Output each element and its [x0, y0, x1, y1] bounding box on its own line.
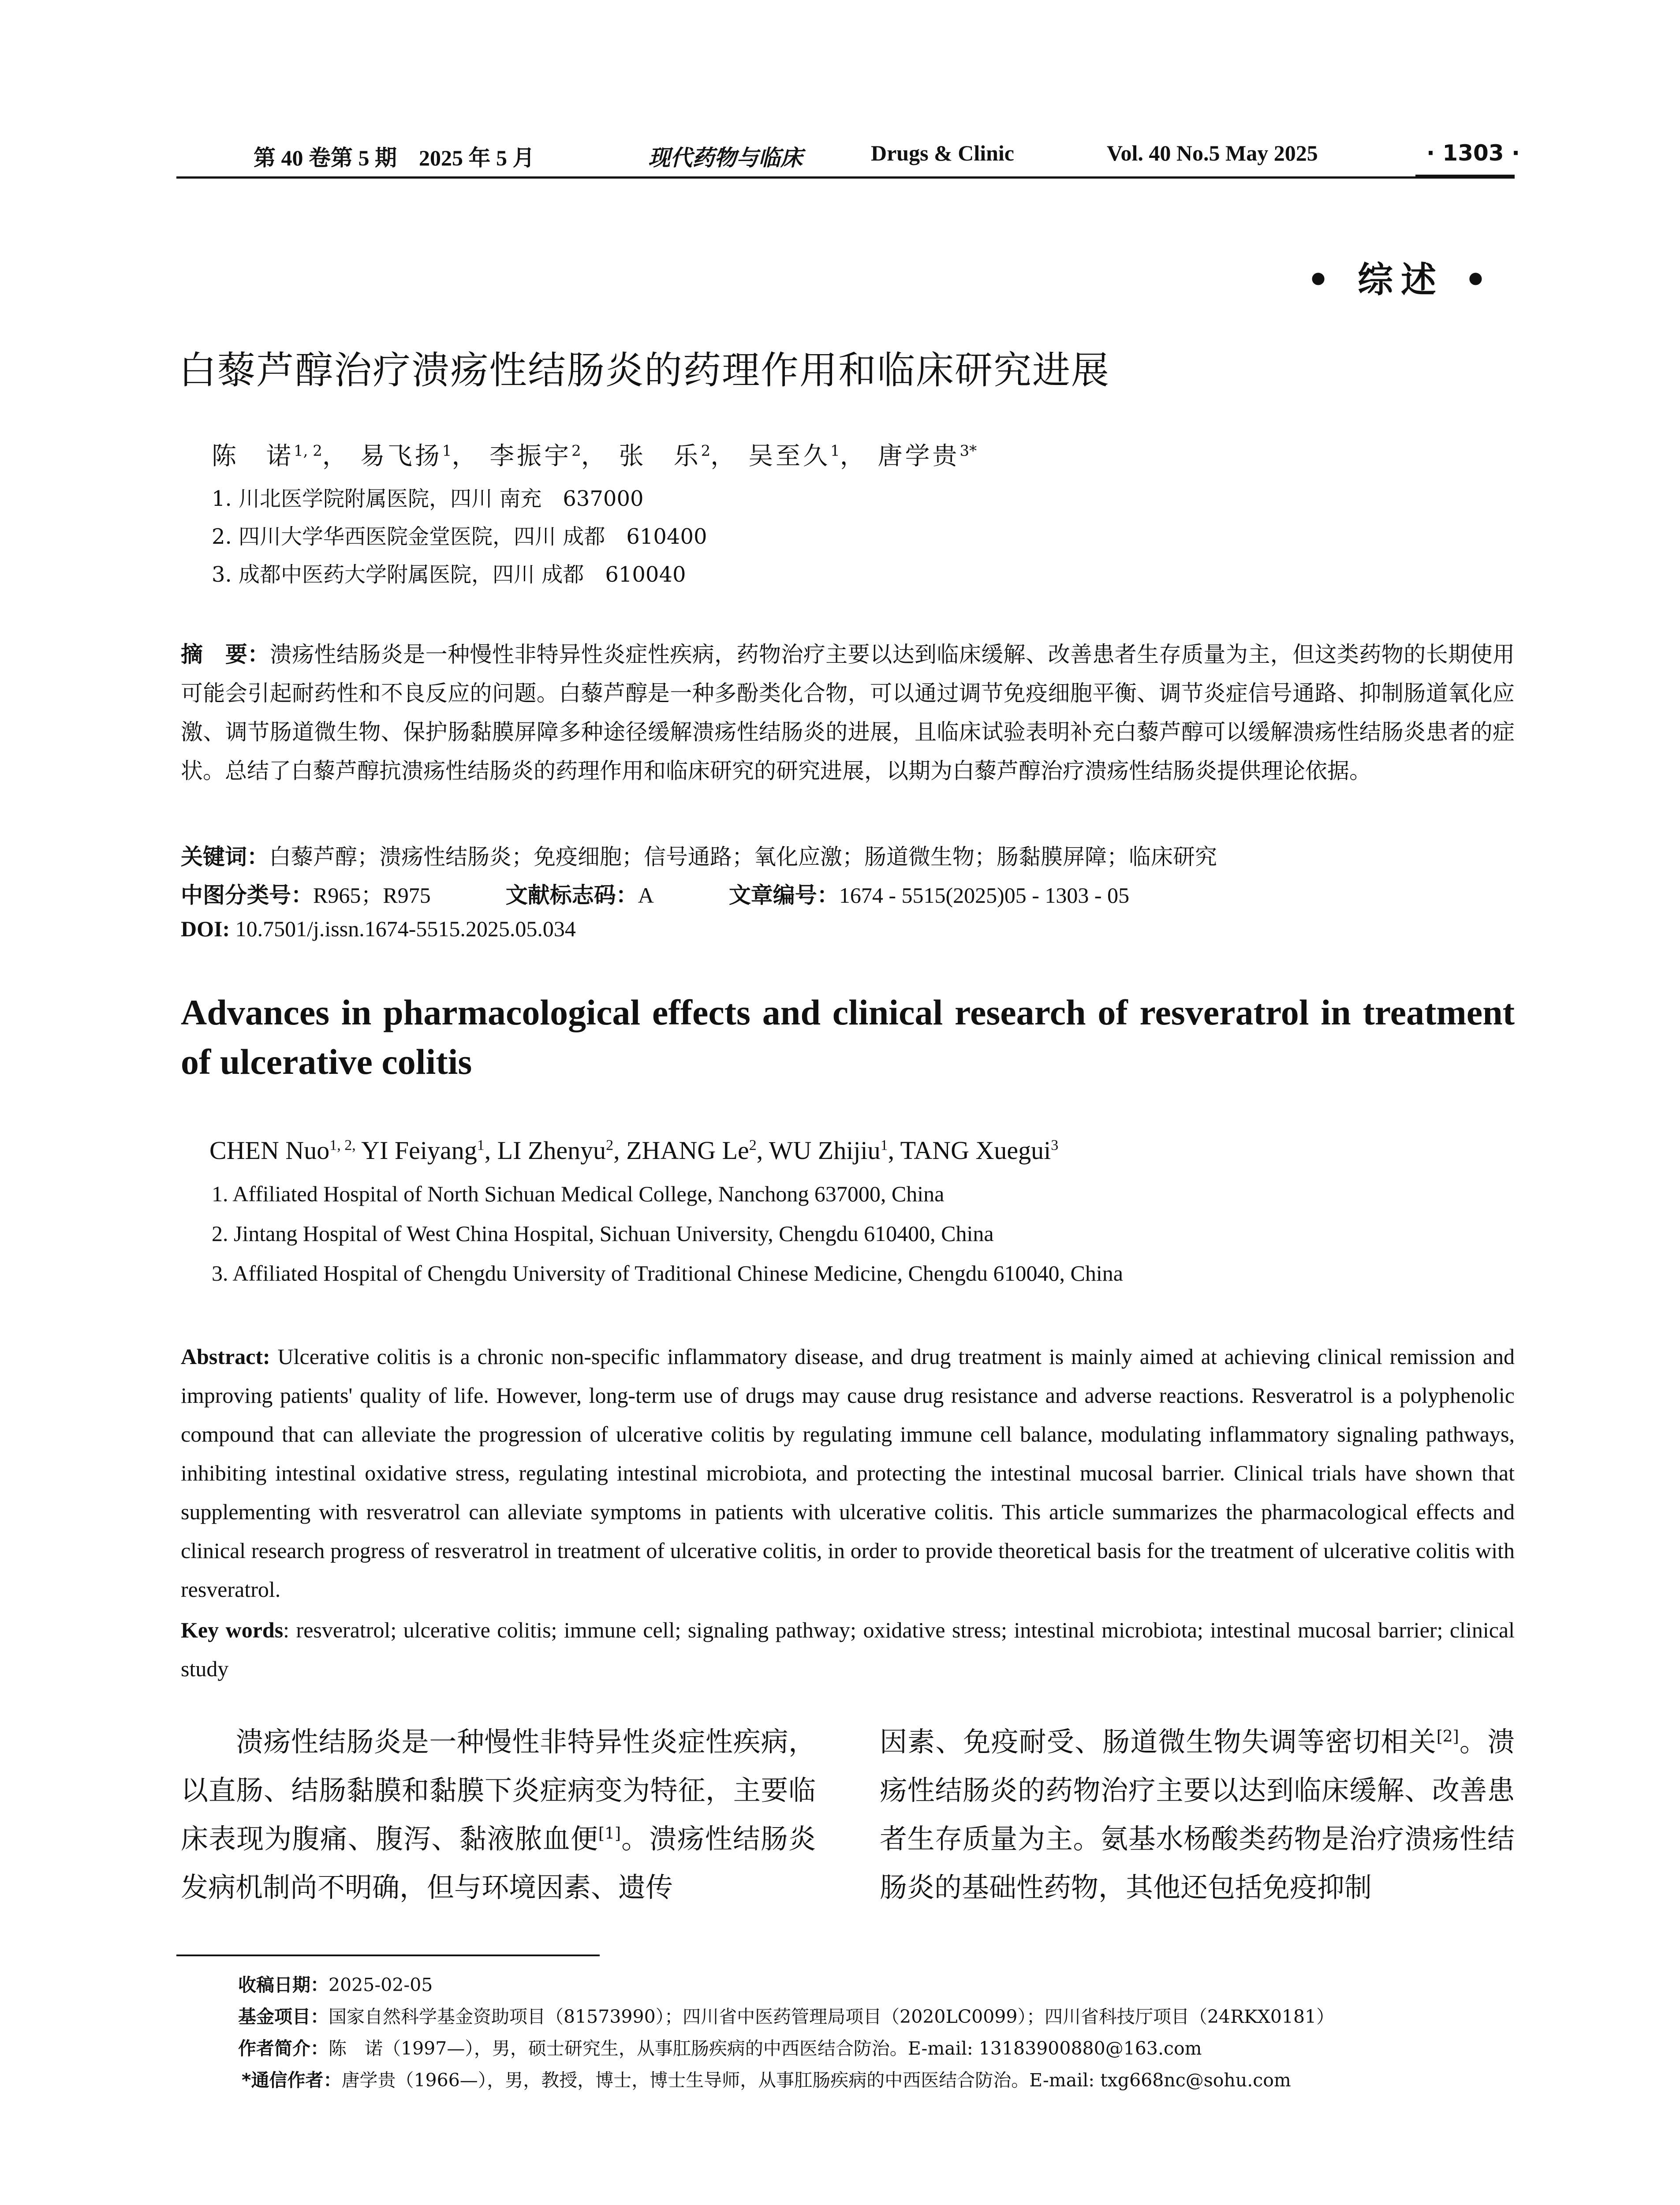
author-en-1-aff: 1, 2,	[329, 1137, 356, 1154]
author-sep	[356, 1136, 361, 1165]
author-cn-4-aff: 2	[701, 442, 711, 460]
footnote-received-label: 收稿日期：	[238, 1974, 329, 1996]
author-en-2-aff: 1	[477, 1137, 485, 1154]
author-cn-5-aff: 1	[830, 442, 840, 460]
author-sep: ，	[581, 442, 609, 471]
author-en-4: ZHANG Le	[626, 1136, 749, 1165]
keywords-en	[181, 1611, 1515, 1688]
affiliation-cn-1: 1. 川北医学院附属医院，四川 南充 637000	[212, 486, 644, 511]
footnote-author-bio-label: 作者简介：	[238, 2038, 329, 2059]
citation-1[interactable]: [1]	[598, 1824, 621, 1843]
footnote-corresponding	[242, 2066, 1291, 2092]
affiliation-cn-2: 2. 四川大学华西医院金堂医院，四川 成都 610400	[212, 524, 707, 549]
footnote-corresponding-label: *通信作者：	[242, 2070, 342, 2091]
author-en-6-aff: 3	[1051, 1137, 1059, 1154]
author-sep: ，	[710, 442, 738, 471]
author-sep: ，	[452, 442, 479, 471]
article-number-value: 1674 - 5515(2025)05 - 1303 - 05	[839, 883, 1130, 908]
doc-code-value: A	[638, 883, 654, 908]
author-en-2: YI Feiyang	[361, 1136, 477, 1165]
author-cn-5: 吴至久	[748, 442, 831, 471]
author-en-1: CHEN Nuo	[209, 1136, 330, 1165]
body-left-text-b: 。溃疡性结肠炎发病机制尚不明确，但与环境因素、遗传	[181, 1823, 816, 1903]
doi-value[interactable]: 10.7501/j.issn.1674-5515.2025.05.034	[230, 916, 576, 941]
header-page-number: · 1303 ·	[1426, 140, 1520, 166]
author-sep: ,	[888, 1136, 900, 1165]
footnote-received-text: 2025-02-05	[329, 1974, 433, 1996]
abstract-en	[181, 1337, 1515, 1609]
author-sep: ，	[322, 442, 350, 471]
keywords-cn-label: 关键词：	[181, 844, 269, 870]
abstract-cn-label: 摘 要：	[181, 642, 270, 667]
authors-en	[209, 1136, 1058, 1165]
column-label: • 综述 •	[1307, 259, 1495, 300]
body-left-text-a: 溃疡性结肠炎是一种慢性非特异性炎症性疾病，以直肠、结肠黏膜和黏膜下炎症病变为特征，主要临床表现为腹痛、腹泻、黏液脓血便	[181, 1726, 816, 1855]
header-issue-cn: 第 40 卷第 5 期 2025 年 5 月	[254, 146, 535, 170]
body-column-left	[181, 1718, 816, 1912]
author-cn-6-aff: 3*	[959, 442, 977, 460]
footnote-funding-label: 基金项目：	[238, 2006, 329, 2027]
author-en-3: LI Zhenyu	[497, 1136, 606, 1165]
keywords-en-label: Key words	[181, 1618, 284, 1642]
abstract-en-label: Abstract:	[181, 1344, 270, 1369]
doc-code-label: 文献标志码：	[505, 882, 638, 908]
footnote-funding-text: 国家自然科学基金资助项目（81573990）；四川省中医药管理局项目（2020LC0099）；四川省科技厅项目（24RKX0181）	[329, 2006, 1335, 2027]
author-sep: ,	[484, 1136, 497, 1165]
affiliation-cn-3: 3. 成都中医药大学附属医院，四川 成都 610040	[212, 562, 686, 587]
doi-label: DOI:	[181, 916, 230, 941]
author-sep: ,	[613, 1136, 627, 1165]
affiliation-en-2: 2. Jintang Hospital of West China Hospital, Sichuan University, Chengdu 610400, China	[212, 1221, 994, 1246]
clc-label: 中图分类号：	[181, 882, 313, 908]
header-issue-en: Vol. 40 No.5 May 2025	[1107, 141, 1318, 165]
footnote-rule	[176, 1955, 600, 1956]
header-journal-en: Drugs & Clinic	[871, 141, 1014, 165]
affiliation-en-1: 1. Affiliated Hospital of North Sichuan Medical College, Nanchong 637000, China	[212, 1181, 945, 1206]
author-cn-2-aff: 1	[442, 442, 452, 460]
author-sep: ，	[840, 442, 867, 471]
author-en-4-aff: 2	[749, 1137, 757, 1154]
author-cn-1: 陈 诺	[212, 442, 294, 471]
body-right-text-a: 因素、免疫耐受、肠道微生物失调等密切相关	[880, 1726, 1437, 1758]
author-cn-2: 易飞扬	[360, 442, 442, 471]
author-cn-3: 李振宇	[489, 442, 572, 471]
clc-value: R965；R975	[313, 883, 431, 908]
header-rule	[176, 176, 1515, 179]
author-cn-6: 唐学贵	[877, 442, 960, 471]
article-number-label: 文章编号：	[728, 882, 839, 908]
abstract-cn	[181, 635, 1515, 790]
footnote-author-bio-text: 陈 诺（1997—），男，硕士研究生，从事肛肠疾病的中西医结合防治。E-mail: 13183900880@163.com	[329, 2038, 1202, 2059]
authors-cn	[212, 437, 977, 472]
classification-line	[181, 878, 1129, 909]
author-sep: ,	[756, 1136, 769, 1165]
abstract-cn-text: 溃疡性结肠炎是一种慢性非特异性炎症性疾病，药物治疗主要以达到临床缓解、改善患者生存质量为主，但这类药物的长期使用可能会引起耐药性和不良反应的问题。白藜芦醇是一种多酚类化合物，可以通过调节免疫细胞平衡、调节炎症信号通路、抑制肠道氧化应激、调节肠道微生物、保护肠黏膜屏障多种途径缓解溃疡性结肠炎的进展，且临床试验表明补充白藜芦醇可以缓解溃疡性结肠炎患者的症状。总结了白藜芦醇抗溃疡性结肠炎的药理作用和临床研究的研究进展，以期为白藜芦醇治疗溃疡性结肠炎提供理论依据。	[181, 642, 1515, 784]
header-journal-cn: 现代药物与临床	[648, 146, 803, 170]
title-en: Advances in pharmacological effects and clinical research of resveratrol in treatment of ulcerative colitis	[181, 992, 1515, 1082]
body-right-text-b: 。溃疡性结肠炎的药物治疗主要以达到临床缓解、改善患者生存质量为主。氨基水杨酸类药物是治疗溃疡性结肠炎的基础性药物，其他还包括免疫抑制	[880, 1726, 1515, 1903]
author-en-5-aff: 1	[880, 1137, 888, 1154]
abstract-en-text: Ulcerative colitis is a chronic non-specific inflammatory disease, and drug treatment is mainly aimed at achieving clinical remission and improving patients' quality of life. However, long-term use of drugs may cause drug resistance and adverse reactions. Resveratrol is a polyphenolic compound that can alleviate the progression of ulcerative colitis by regulating immune cell balance, modulating inflammatory signaling pathways, inhibiting intestinal oxidative stress, regulating intestinal microbiota, and protecting the intestinal mucosal barrier. Clinical trials have shown that supplementing with resveratrol can alleviate symptoms in patients with ulcerative colitis. This article summarizes the pharmacological effects and clinical research progress of resveratrol in treatment of ulcerative colitis, in order to provide theoretical basis for the treatment of ulcerative colitis with resveratrol.	[181, 1344, 1515, 1602]
keywords-en-text: : resveratrol; ulcerative colitis; immune cell; signaling pathway; oxidative stress; intestinal microbiota; intestinal mucosal barrier; clinical study	[181, 1618, 1515, 1681]
footnote-corresponding-text: 唐学贵（1966—），男，教授，博士，博士生导师，从事肛肠疾病的中西医结合防治。E-mail: txg668nc@sohu.com	[341, 2070, 1291, 2091]
author-en-5: WU Zhijiu	[769, 1136, 881, 1165]
page-number-rule	[1415, 175, 1515, 178]
footnote-received	[238, 1970, 433, 1996]
author-cn-3-aff: 2	[571, 442, 581, 460]
author-en-6: TANG Xuegui	[900, 1136, 1051, 1165]
title-cn: 白藜芦醇治疗溃疡性结肠炎的药理作用和临床研究进展	[179, 348, 1110, 392]
citation-2[interactable]: [2]	[1436, 1727, 1459, 1746]
keywords-cn-text: 白藜芦醇；溃疡性结肠炎；免疫细胞；信号通路；氧化应激；肠道微生物；肠黏膜屏障；临床研究	[269, 844, 1217, 870]
doi-line	[181, 916, 576, 942]
author-cn-1-aff: 1, 2	[294, 442, 322, 460]
affiliation-en-3: 3. Affiliated Hospital of Chengdu University of Traditional Chinese Medicine, Chengdu 610040, China	[212, 1261, 1123, 1286]
author-cn-4: 张 乐	[619, 442, 701, 471]
author-en-3-aff: 2	[606, 1137, 614, 1154]
footnote-author-bio	[238, 2034, 1202, 2060]
body-column-right	[880, 1718, 1515, 1912]
keywords-cn	[181, 839, 1217, 871]
footnote-funding	[238, 2002, 1334, 2028]
